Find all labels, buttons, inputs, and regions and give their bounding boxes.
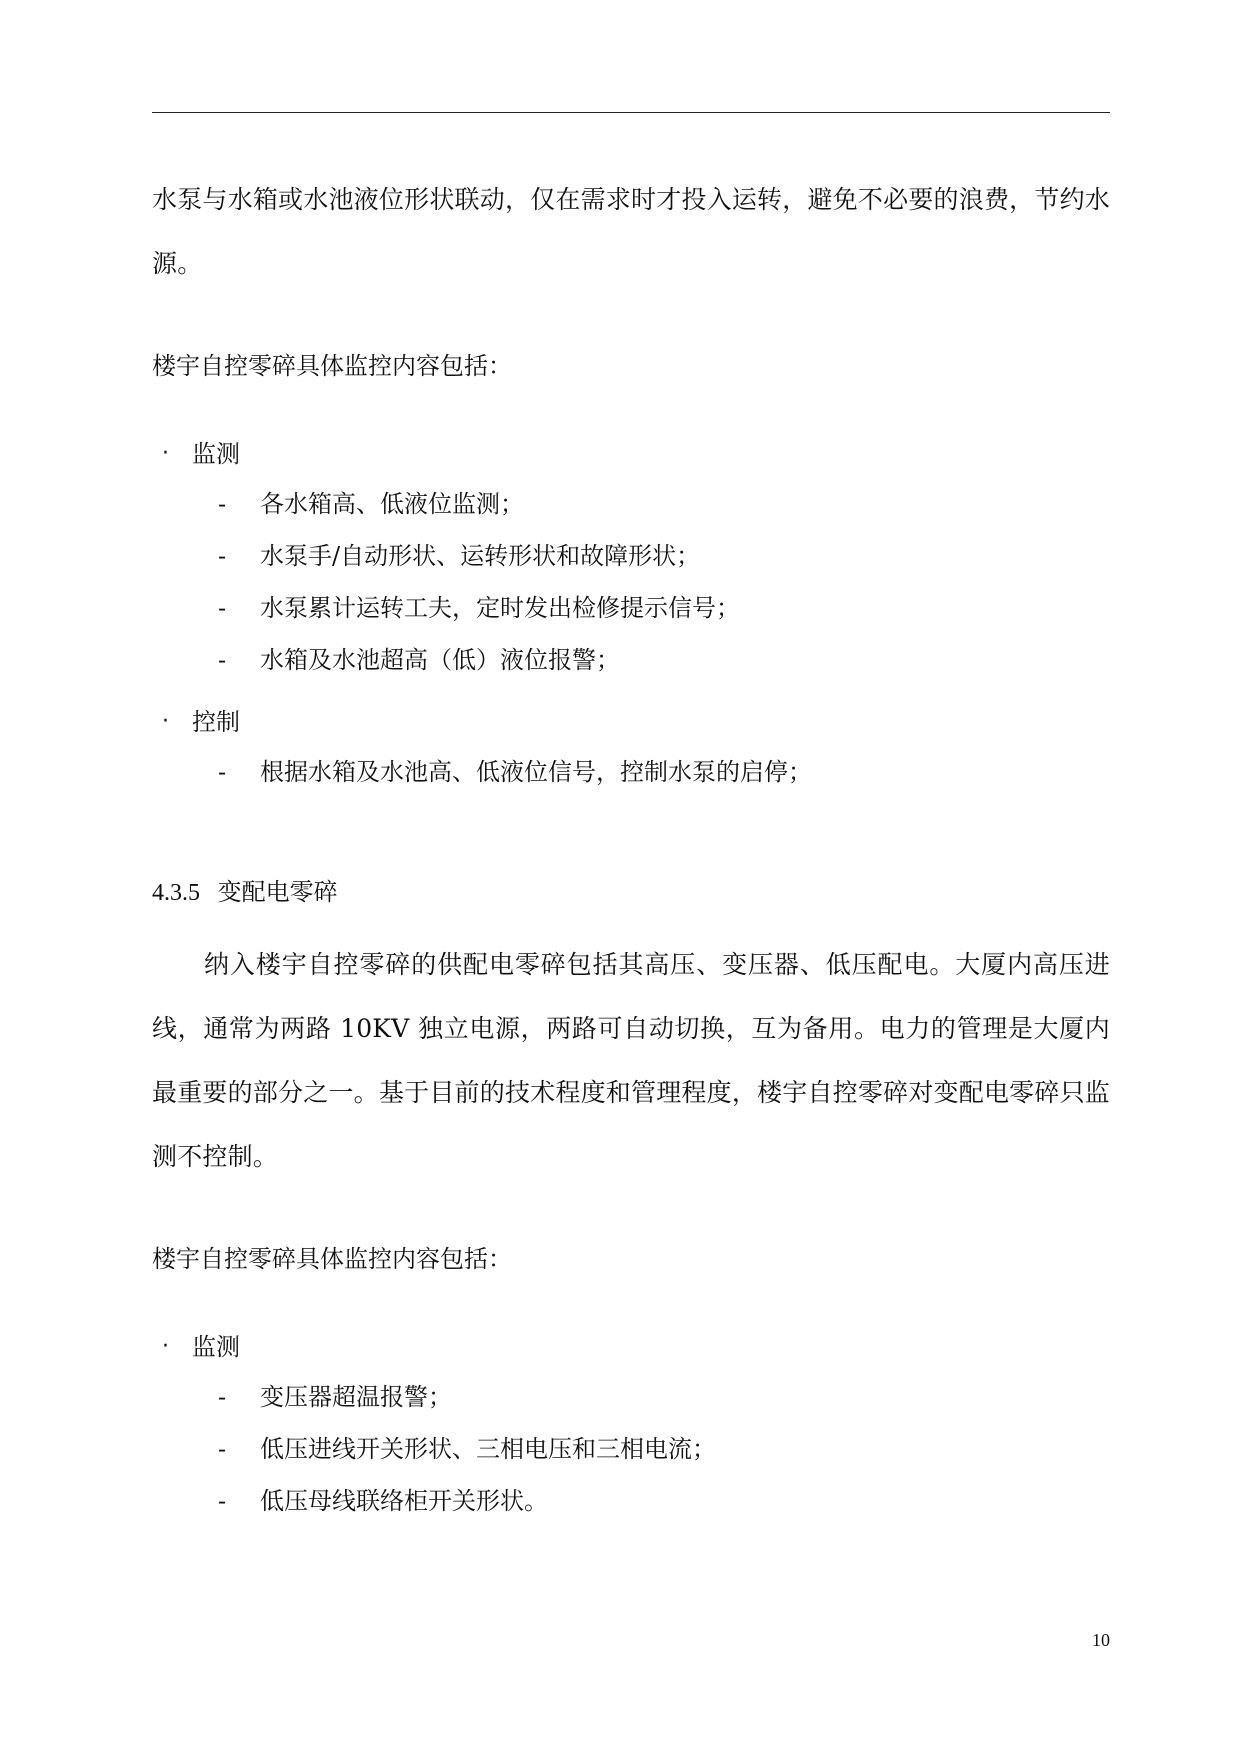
section-title: 变配电零碎 <box>217 878 338 906</box>
monitor-heading-2: 楼宇自控零碎具体监控内容包括： <box>152 1245 512 1273</box>
bullet-label: 控制 <box>192 708 240 736</box>
bullet-item <box>152 704 1110 740</box>
dash-marker: - <box>218 1435 227 1463</box>
sub-item <box>152 582 1110 634</box>
sub-item-text: 低压进线开关形状、三相电压和三相电流； <box>260 1435 716 1463</box>
section-heading <box>152 874 1110 911</box>
sub-item <box>152 478 1110 530</box>
sub-list <box>152 1371 1110 1527</box>
sub-item <box>152 1371 1110 1423</box>
dash-marker: - <box>218 758 227 786</box>
dash-marker: - <box>218 646 227 674</box>
sub-item <box>152 1475 1110 1527</box>
sub-item-text: 变压器超温报警； <box>260 1383 452 1411</box>
dash-marker: - <box>218 1487 227 1515</box>
bullet-label: 监测 <box>192 440 240 468</box>
section-number: 4.3.5 <box>152 880 200 906</box>
bullet-dot: · <box>162 441 169 466</box>
sub-list <box>152 746 1110 798</box>
sub-item-text: 各水箱高、低液位监测； <box>260 490 524 518</box>
monitor-heading-1: 楼宇自控零碎具体监控内容包括： <box>152 352 512 380</box>
sub-item <box>152 746 1110 798</box>
bullet-dot: · <box>162 709 169 734</box>
page-number: 10 <box>1092 1630 1110 1650</box>
header-rule <box>152 112 1110 113</box>
dash-marker: - <box>218 1383 227 1411</box>
page-content <box>152 168 1110 1527</box>
sub-item-text: 根据水箱及水池高、低液位信号，控制水泵的启停； <box>260 758 812 786</box>
dash-marker: - <box>218 542 227 570</box>
paragraph-continuation: 水泵与水箱或水池液位形状联动，仅在需求时才投入运转，避免不必要的浪费，节约水源。 <box>152 185 1110 278</box>
sub-item <box>152 530 1110 582</box>
sub-item <box>152 1423 1110 1475</box>
dash-marker: - <box>218 594 227 622</box>
bullet-label: 监测 <box>192 1333 240 1361</box>
bullet-group-monitor-1 <box>152 436 1110 686</box>
bullet-dot: · <box>162 1334 169 1359</box>
bullet-group-monitor-2 <box>152 1329 1110 1527</box>
sub-item-text: 水泵累计运转工夫，定时发出检修提示信号； <box>260 594 740 622</box>
sub-item-text: 水泵手/自动形状、运转形状和故障形状； <box>260 542 701 570</box>
dash-marker: - <box>218 490 227 518</box>
bullet-item <box>152 1329 1110 1365</box>
sub-list <box>152 478 1110 686</box>
bullet-item <box>152 436 1110 472</box>
sub-item <box>152 634 1110 686</box>
paragraph-power-distribution: 纳入楼宇自控零碎的供配电零碎包括其高压、变压器、低压配电。大厦内高压进线，通常为两路 10KV 独立电源，两路可自动切换，互为备用。电力的管理是大厦内最重要的部分之一。基于目前的技术程度和管理程度，楼宇自控零碎对变配电零碎只监测不控制。 <box>152 950 1110 1171</box>
sub-item-text: 水箱及水池超高（低）液位报警； <box>260 646 620 674</box>
bullet-group-control <box>152 704 1110 798</box>
sub-item-text: 低压母线联络柜开关形状。 <box>260 1487 548 1515</box>
